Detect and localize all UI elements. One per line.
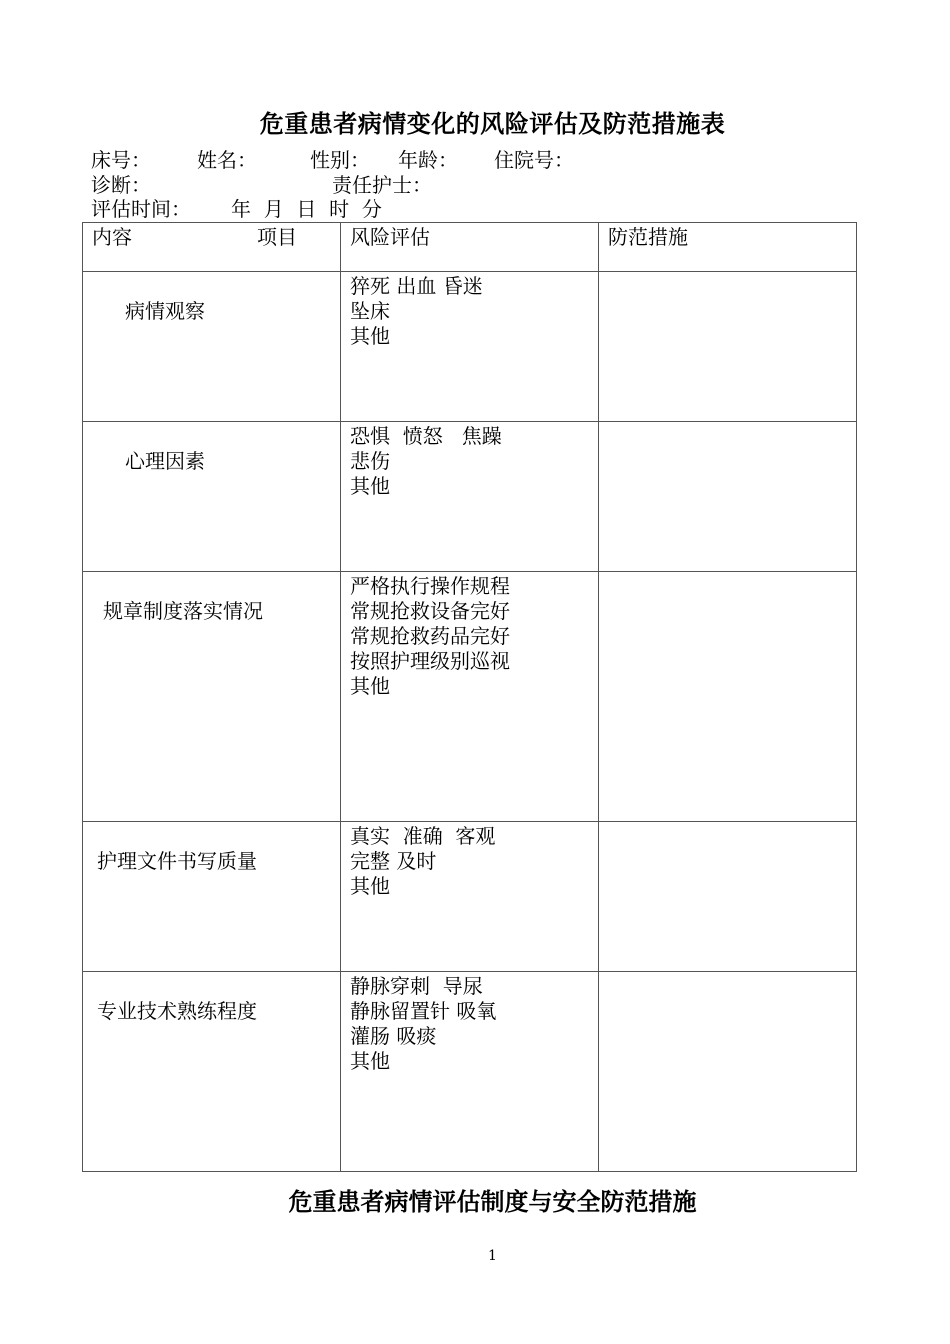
risk-option: 静脉穿刺 导尿 [350, 974, 483, 998]
measures-text [599, 572, 856, 574]
responsible-nurse-label: 责任护士： [332, 173, 432, 197]
risk-option: 猝死 出血 昏迷 [350, 274, 483, 298]
item-label: 心理因素 [125, 449, 205, 473]
age-label: 年龄： [398, 148, 458, 172]
measures-cell[interactable] [599, 572, 857, 822]
measures-text [599, 822, 856, 824]
risk-option: 严格执行操作规程 [350, 574, 510, 598]
bed-number-label: 床号： [91, 148, 151, 172]
header-risk-cell [341, 223, 599, 272]
risk-option: 常规抢救药品完好 [350, 624, 510, 648]
header-measures-cell [599, 223, 857, 272]
section-title: 危重患者病情评估制度与安全防范措施 [288, 1187, 697, 1216]
item-cell [83, 972, 341, 1172]
measures-text [599, 972, 856, 974]
item-label: 护理文件书写质量 [97, 849, 257, 873]
page-number: 1 [488, 1248, 497, 1264]
patient-name-label: 姓名： [197, 148, 257, 172]
risk-option: 其他 [350, 1049, 390, 1073]
item-label: 专业技术熟练程度 [97, 999, 257, 1023]
measures-text [599, 422, 856, 424]
risk-option: 灌肠 吸痰 [350, 1024, 437, 1048]
table-header-row [83, 223, 857, 272]
risk-option: 其他 [350, 874, 390, 898]
header-item: 项目 [257, 225, 297, 249]
item-cell [83, 422, 341, 572]
diagnosis-label: 诊断： [91, 173, 151, 197]
header-measures: 防范措施 [608, 225, 688, 249]
header-content: 内容 [92, 225, 132, 249]
risk-option: 悲伤 [350, 449, 390, 473]
assessment-time-units: 年 月 日 时 分 [231, 197, 382, 221]
table-row [83, 572, 857, 822]
table-row [83, 422, 857, 572]
risk-cell [341, 422, 599, 572]
measures-cell[interactable] [599, 972, 857, 1172]
form-title: 危重患者病情变化的风险评估及防范措施表 [259, 109, 726, 138]
risk-option: 其他 [350, 474, 390, 498]
risk-option: 其他 [350, 674, 390, 698]
gender-label: 性别： [310, 148, 370, 172]
measures-cell[interactable] [599, 422, 857, 572]
risk-option: 恐惧 愤怒 焦躁 [350, 424, 502, 448]
table-row [83, 822, 857, 972]
risk-option: 真实 准确 客观 [350, 824, 496, 848]
risk-option: 其他 [350, 324, 390, 348]
measures-text [599, 272, 856, 274]
item-cell [83, 822, 341, 972]
header-risk: 风险评估 [350, 225, 430, 249]
assessment-table [82, 222, 857, 1172]
item-label: 病情观察 [125, 299, 205, 323]
table-row [83, 272, 857, 422]
measures-cell[interactable] [599, 272, 857, 422]
risk-cell [341, 972, 599, 1172]
measures-cell[interactable] [599, 822, 857, 972]
risk-cell [341, 272, 599, 422]
item-label: 规章制度落实情况 [103, 599, 263, 623]
item-cell [83, 572, 341, 822]
risk-option: 静脉留置针 吸氧 [350, 999, 497, 1023]
item-cell [83, 272, 341, 422]
table-row [83, 972, 857, 1172]
admission-number-label: 住院号： [494, 148, 574, 172]
assessment-time-label: 评估时间： [91, 197, 191, 221]
risk-cell [341, 822, 599, 972]
risk-option: 常规抢救设备完好 [350, 599, 510, 623]
risk-option: 按照护理级别巡视 [350, 649, 510, 673]
risk-cell [341, 572, 599, 822]
header-content-item [83, 223, 341, 272]
risk-option: 坠床 [350, 299, 390, 323]
risk-option: 完整 及时 [350, 849, 437, 873]
